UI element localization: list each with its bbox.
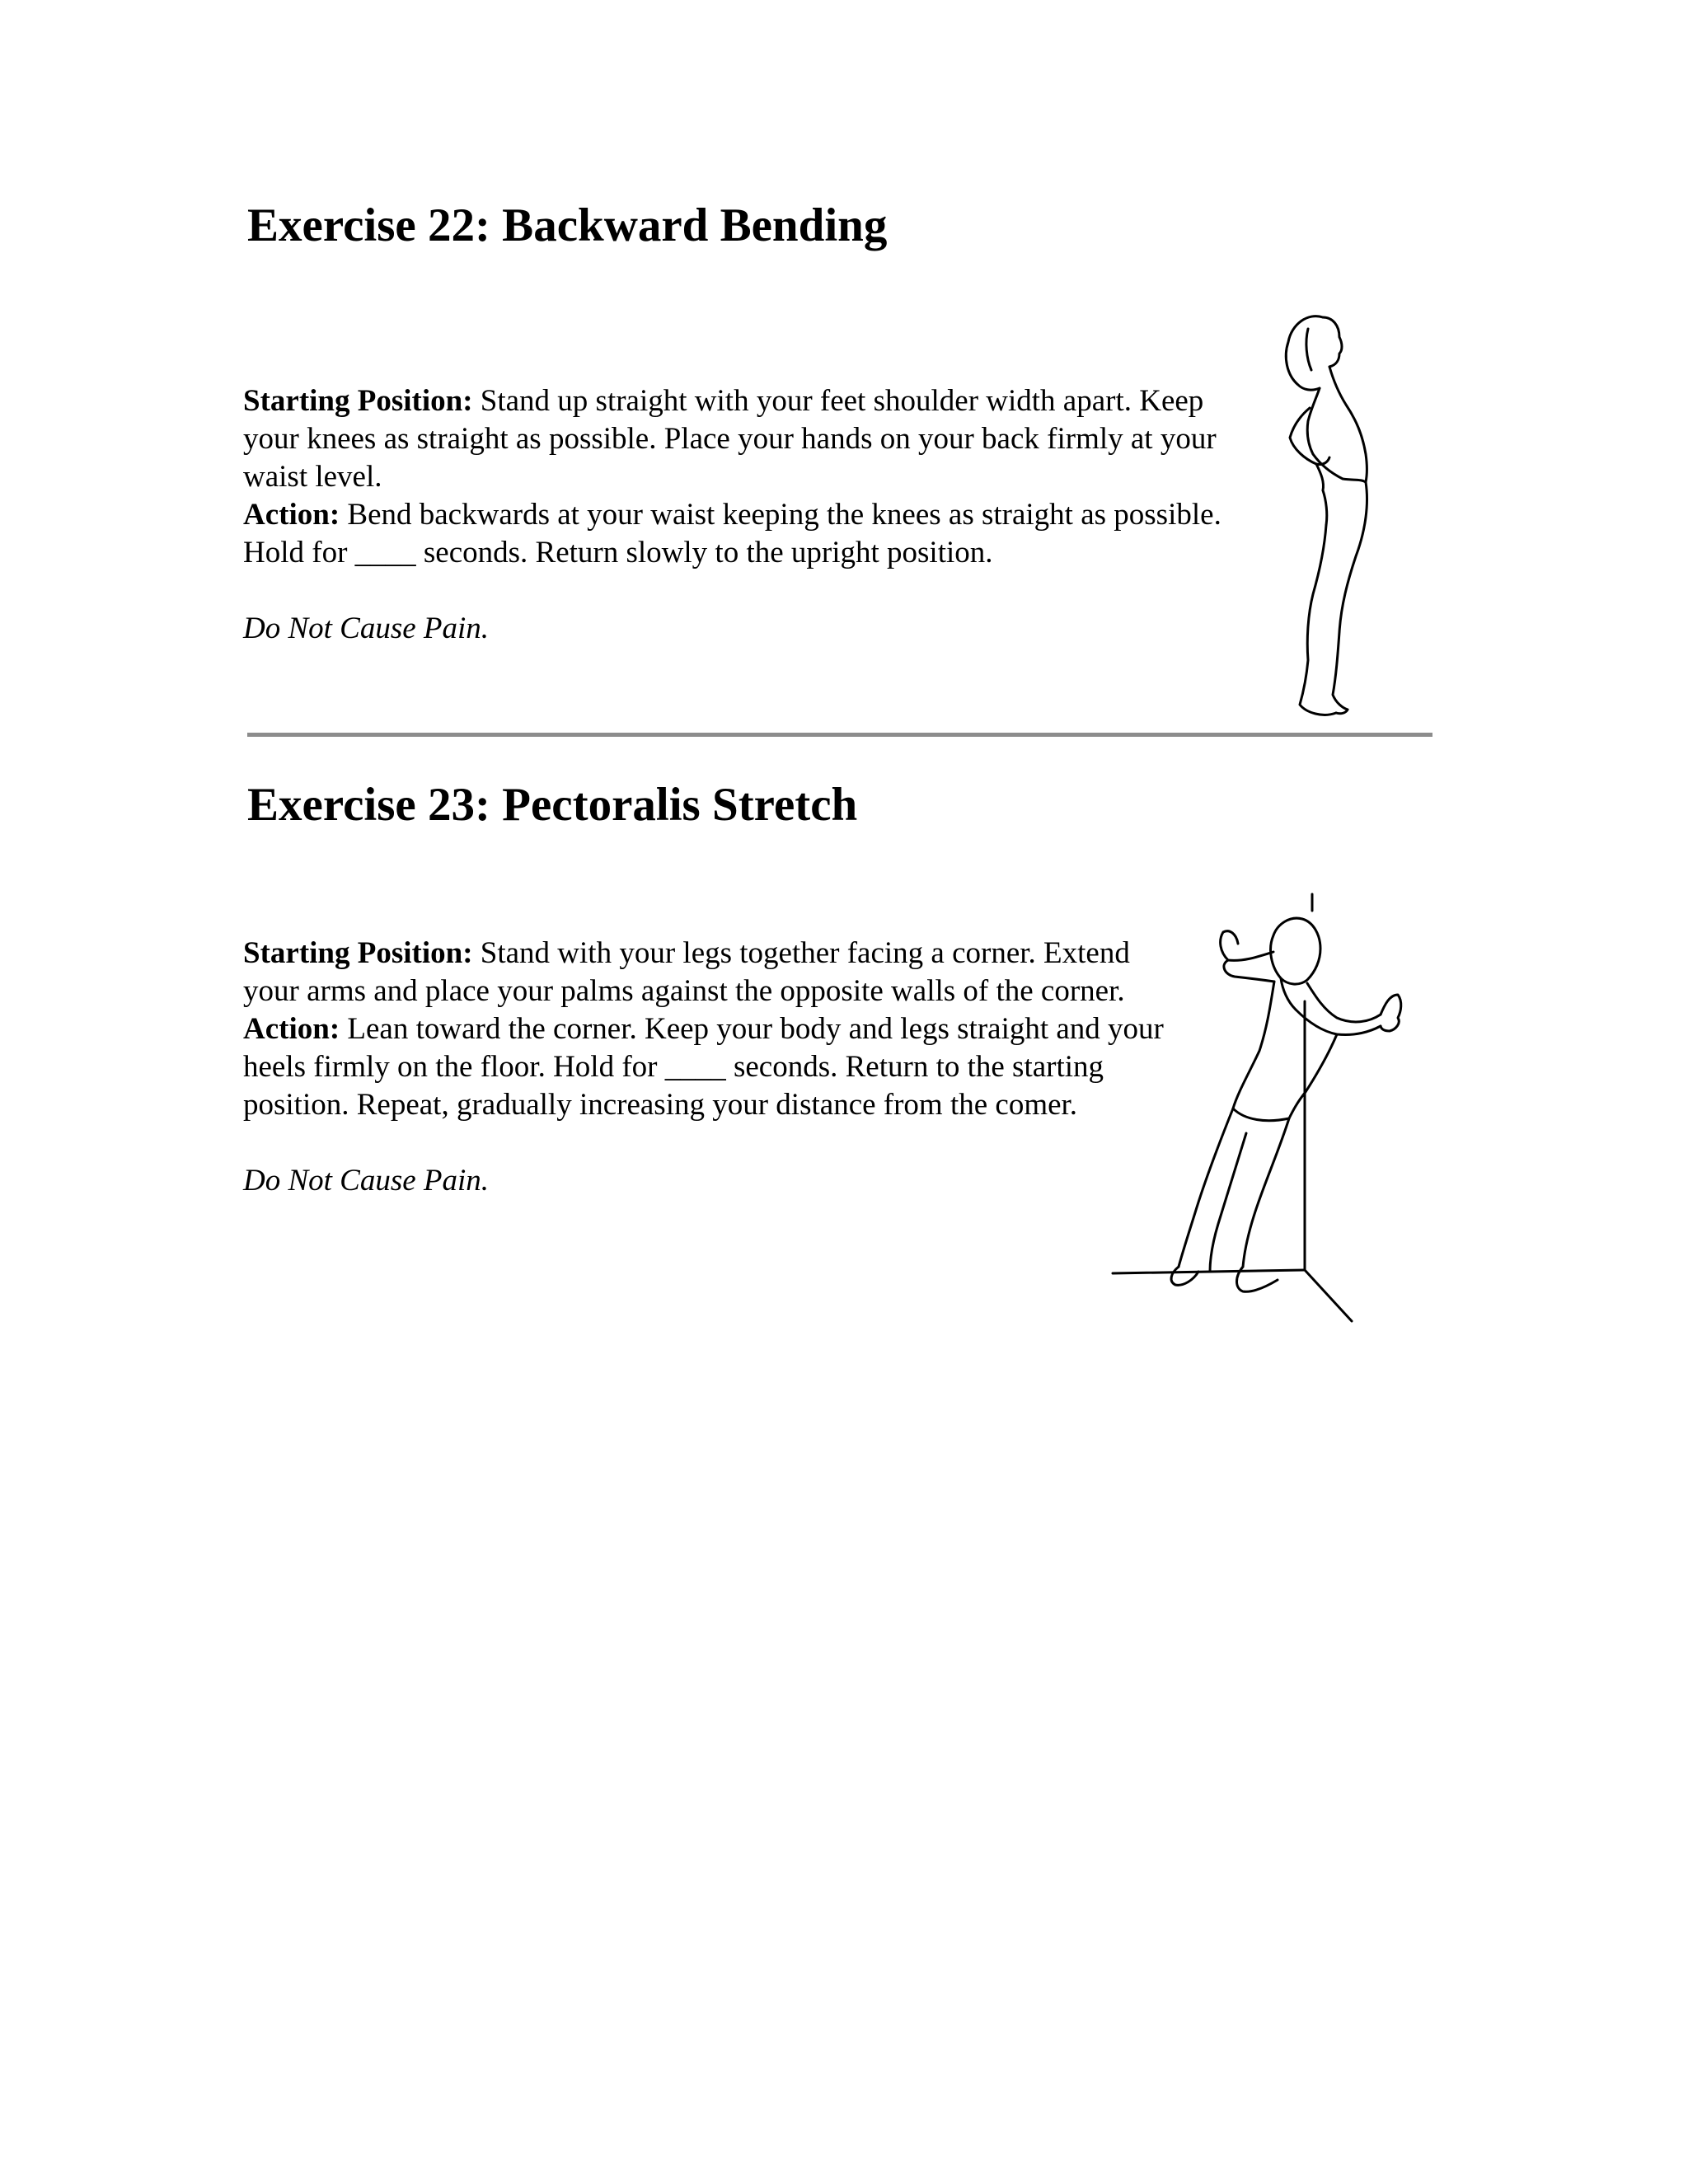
exercise-22-title: Exercise 22: Backward Bending	[247, 199, 888, 251]
section-divider	[247, 733, 1432, 737]
starting-position-text: Stand with your legs together facing a corner. Extend your arms and place your palms against the opposite walls of the corner.	[243, 936, 1130, 1008]
backward-bending-illustration	[1257, 309, 1418, 717]
exercise-23-body	[243, 935, 1166, 1200]
exercise-22-action	[243, 496, 1232, 572]
exercise-23-starting-position	[243, 935, 1166, 1010]
starting-position-label: Starting Position:	[243, 936, 473, 970]
starting-position-label: Starting Position:	[243, 384, 473, 418]
exercise-22-body	[243, 382, 1232, 648]
exercise-23-title: Exercise 23: Pectoralis Stretch	[247, 779, 858, 831]
exercise-22-warning: Do Not Cause Pain.	[243, 612, 490, 645]
exercise-23-warning: Do Not Cause Pain.	[243, 1164, 490, 1197]
starting-position-text: Stand up straight with your feet shoulder width apart. Keep your knees as straight as possible. Place your hands on your back firmly at your waist level.	[243, 384, 1217, 494]
action-text: Bend backwards at your waist keeping the knees as straight as possible. Hold for ____ seconds. Return slowly to the upright position.	[243, 498, 1221, 569]
exercise-23-action	[243, 1010, 1166, 1124]
action-label: Action:	[243, 498, 340, 532]
exercise-22-starting-position	[243, 382, 1232, 496]
backward-bending-figure-icon	[1257, 309, 1418, 717]
action-text: Lean toward the corner. Keep your body and legs straight and your heels firmly on the floor. Hold for ____ seconds. Return to the starting position. Repeat, gradually increasing your distance from the comer.	[243, 1012, 1164, 1122]
pectoralis-stretch-illustration	[1104, 886, 1434, 1323]
action-label: Action:	[243, 1012, 340, 1046]
pectoralis-stretch-figure-icon	[1104, 886, 1434, 1323]
